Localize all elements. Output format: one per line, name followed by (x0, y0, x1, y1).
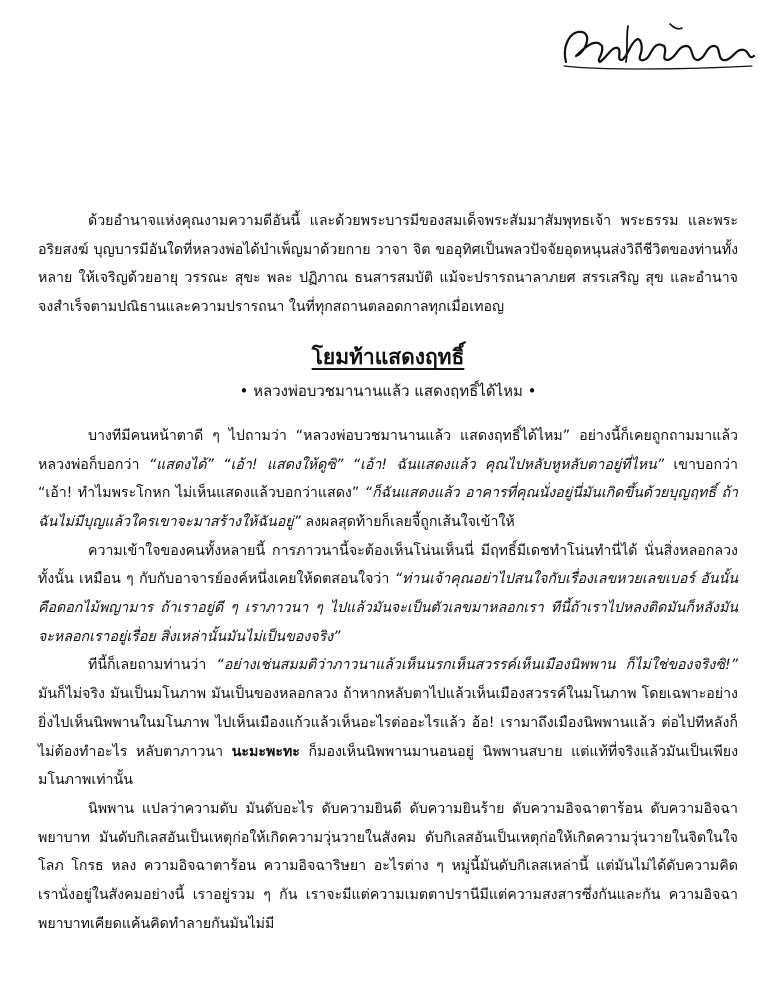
paragraph-2 (38, 537, 738, 652)
paragraph-4: นิพพาน แปลว่าความดับ มันดับอะไร ดับความยินดี ดับความยินร้าย ดับความอิจฉาตาร้อน ดับความอิจฉาพยาบาท มันดับกิเลสอันเป็นเหตุก่อให้เกิดความวุ่นวายในสังคม ดับกิเลสอันเป็นเหตุก่อให้เกิดความวุ่นวายในจิตในใจ โลภ โกรธ หลง ความอิจฉาตาร้อน ความอิจฉาริษยา อะไรต่าง ๆ หมู่นี้มันดับกิเลสเหล่านี้ แต่มันไม่ได้ดับความคิด เรานั่งอยู่ในสังคมอย่างนี้ เราอยู่รวม ๆ กัน เราจะมีแต่ความเมตตาปรานีมีแต่ความสงสารซึ่งกันและกัน ความอิจฉาพยาบาทเคียดแค้นคิดทำลายกันมันไม่มี (38, 800, 738, 932)
text-run: ลงผลสุดท้ายก็เลยจี้ถูกเส้นใจเข้าให้ (300, 513, 515, 530)
text-run (214, 457, 223, 473)
opening-paragraph: ด้วยอำนาจแห่งคุณงามความดีอันนี้ และด้วยพระบารมีของสมเด็จพระสัมมาสัมพุทธเจ้า พระธรรม และพระอริยสงฆ์ บุญบารมีอันใดที่หลวงพ่อได้บำเพ็ญมาด้วยกาย วาจา จิต ขออุทิศเป็นพลวปัจจัยอุดหนุนส่งวิถีชีวิตของท่านทั้งหลาย ให้เจริญด้วยอายุ วรรณะ สุขะ พละ ปฏิภาณ ธนสารสมบัติ แม้จะปรารถนาลาภยศ สรรเสริญ สุข และอำนาจ จงสำเร็จตามปณิธานและความปรารถนา ในที่ทุกสถานตลอดกาลทุกเมื่อเทอญ (38, 213, 738, 316)
section-subtitle: • หลวงพ่อบวชมานานแล้ว แสดงฤทธิ์ได้ไหม • (239, 381, 537, 400)
text-run: มันก็ไม่จริง มันเป็นมโนภาพ มันเป็นของหลอกลวง ถ้าหากหลับตาไปแล้วเห็นเมืองสวรรค์ในมโนภาพ โดยเฉพาะอย่างยิ่งไปเห็นนิพพานในมโนภาพ ไปเห็นเมืองแก้วแล้วเห็นอะไรต่ออะไรแล้ว อ้อ! เรามาถึงเมืองนิพพานแล้ว ต่อไปทีหลังก็ไม่ต้องทำอะไร หลับตาภาวนา (38, 686, 738, 760)
italic-quote: “ท่านเจ้าคุณอย่าไปสนใจกับเรื่องเลขหวยเลขเบอร์ อันนั้นคือดอกไม้พญามาร ถ้าเราอยู่ดี ๆ เราภาวนา ๆ ไปแล้วมันจะเป็นตัวเลขมาหลอกเรา ทีนี้ถ้าเราไปหลงติดมันก็หลังมันจะหลอกเราอยู่เรื่อย สิ่งเหล่านั้นมันไม่เป็นของจริง” (38, 571, 738, 645)
signature (556, 16, 762, 76)
signature-image (556, 16, 762, 76)
document-body (38, 207, 738, 938)
italic-quote: “อย่างเช่นสมมติว่าภาวนาแล้วเห็นนรกเห็นสวรรค์เห็นเมืองนิพพาน ก็ไม่ใช่ของจริงซิ!” (216, 657, 738, 674)
text-run (343, 457, 352, 473)
text-run: ความเข้าใจของคนทั้งหลายนี้ การภาวนานี้จะต้องเห็นโน่นเห็นนี่ มีฤทธิ์มีเดชทำโน่นทำนี่ได้ นั่นสิ่งหลอกลวงทั้งนั้น เหมือน ๆ กับกับอาจารย์องค์หนึ่งเคยให้ดตสอนใจว่า (38, 542, 738, 588)
italic-quote: “แสดงได้” (148, 456, 214, 473)
text-run: อย่างนี้ก็เคยถูกถามมาแล้ว หลวงพ่อก็บอกว่า (38, 427, 738, 473)
paragraph-1 (38, 422, 738, 537)
text-run: เขาบอกว่า “เอ้า! ทำไมพระโกหก ไม่เห็นแสดงแล้วบอกว่าแสดง” (38, 456, 738, 502)
italic-quote: “เอ้า! ฉันแสดงแล้ว คุณไปหลับหูหลับตาอยู่ที่ไหน” (352, 456, 665, 473)
italic-quote: “ก็ฉันแสดงแล้ว อาคารที่คุณนั่งอยู่นี่มันเกิดขึ้นด้วยบุญฤทธิ์ ถ้าฉันไม่มีบุญแล้วใครเขาจะมาสร้างให้ฉันอยู่” (38, 485, 739, 530)
italic-quote: “เอ้า! แสดงให้ดูซิ” (223, 456, 344, 473)
text-run: บางทีมีคนหน้าตาดี ๆ ไปถามว่า (88, 427, 296, 444)
text-run: ทีนี้ก็เลยถามท่านว่า (88, 657, 217, 674)
text-run: ก็มองเห็นนิพพานมานอนอยู่ นิพพานสบาย แต่แท้ที่จริงแล้วมันเป็นเพียงมโนภาพเท่านั้น (38, 743, 738, 789)
section-title: โยมท้าแสดงฤทธิ์ (311, 344, 465, 369)
quote: “หลวงพ่อบวชมานานแล้ว แสดงฤทธิ์ได้ไหม” (295, 427, 571, 444)
bold-mantra: นะมะพะทะ (231, 743, 300, 760)
paragraph-3 (38, 651, 738, 795)
